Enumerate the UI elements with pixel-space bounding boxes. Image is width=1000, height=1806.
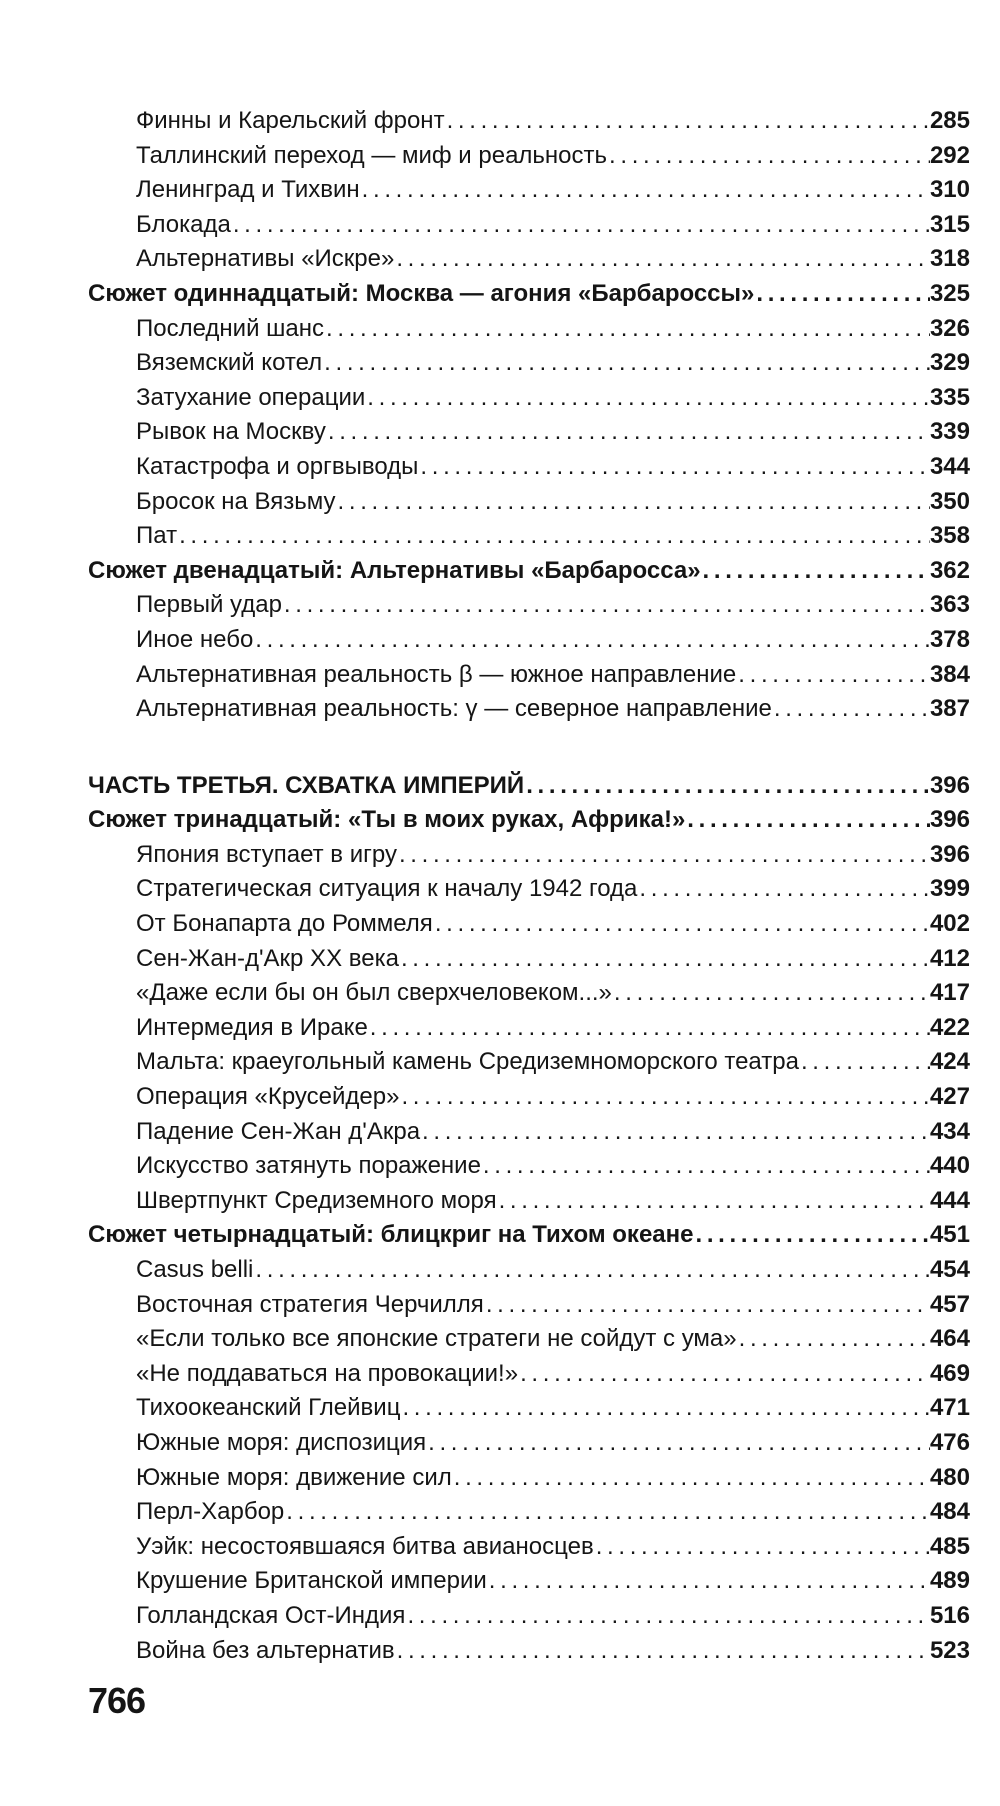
toc-entry-title: Искусство затянуть поражение [136,1152,481,1180]
toc-entry [88,519,970,554]
toc-entry [88,1322,970,1357]
toc-entry-page: 454 [929,1256,970,1283]
toc-entry-title: Уэйк: несостоявшаяся битва авианосцев [136,1532,594,1560]
toc-entry-title: Южные моря: движение сил [136,1463,452,1491]
toc-entry [88,1045,970,1080]
dot-leader [420,1115,930,1150]
toc-entry-page: 384 [929,660,970,688]
toc-entry [88,485,970,520]
dot-leader [336,485,930,520]
toc-entry-title: Перл-Харбор [136,1498,285,1526]
dot-leader [433,907,930,942]
toc-entry-page: 471 [929,1394,970,1422]
dot-leader [400,1391,930,1426]
toc-chapter-heading [88,1218,970,1253]
toc-entry-page: 325 [929,279,970,307]
toc-entry [88,1357,970,1392]
dot-leader [405,1599,930,1634]
toc-entry-title: Бросок на Вязьму [136,487,336,515]
dot-leader [594,1530,930,1565]
toc-entry-title: Япония вступает в игру [136,840,397,868]
toc-entry [88,1011,970,1046]
toc-entry [88,346,970,381]
toc-entry [88,415,970,450]
toc-chapter-heading [88,277,970,312]
toc-entry-title: Южные моря: диспозиция [136,1428,427,1456]
toc-entry-page: 387 [929,695,970,723]
toc-entry-title: ЧАСТЬ ТРЕТЬЯ. СХВАТКА ИМПЕРИЙ [88,771,525,799]
dot-leader [701,554,930,589]
toc-entry-page: 412 [929,944,970,972]
dot-leader [231,208,930,243]
toc-entry [88,942,970,977]
toc-entry-page: 318 [929,245,970,273]
toc-entry-title: От Бонапарта до Роммеля [136,910,433,938]
toc-entry-title: Блокада [136,210,231,238]
toc-entry-page: 424 [929,1048,970,1076]
toc-entry-page: 378 [929,625,970,653]
dot-leader [524,769,930,804]
dot-leader [253,1253,930,1288]
toc-entry [88,104,970,139]
toc-entry [88,312,970,347]
toc-entry-title: Сюжет тринадцатый: «Ты в моих руках, Африка!» [88,806,686,834]
dot-leader [772,692,930,727]
toc-entry-title: Стратегическая ситуация к началу 1942 года [136,875,638,903]
toc-entry-title: Швертпункт Средиземного моря [136,1186,497,1214]
toc-entry-title: Сюжет двенадцатый: Альтернативы «Барбаросса» [88,556,701,584]
toc-entry-title: Интермедия в Ираке [136,1013,368,1041]
toc-entry-page: 339 [929,418,970,446]
toc-entry [88,173,970,208]
toc-entry [88,450,970,485]
dot-leader [685,803,930,838]
dot-leader [418,450,930,485]
toc-entry-title: Альтернативы «Искре» [136,245,395,273]
toc-entry-title: Сюжет одиннадцатый: Москва — агония «Барбароссы» [88,279,755,307]
dot-leader [637,872,930,907]
toc-entry [88,1599,970,1634]
toc-entry [88,692,970,727]
dot-leader [365,381,930,416]
toc-entry-title: Крушение Британской империи [136,1567,487,1595]
toc-entry-page: 427 [929,1083,970,1111]
toc-entry-page: 285 [929,107,970,134]
dot-leader [322,346,930,381]
toc-entry-title: Первый удар [136,591,282,619]
toc-entry-page: 402 [929,910,970,938]
toc-entry-title: Вяземский котел [136,349,323,377]
dot-leader [487,1564,930,1599]
toc-entry [88,1184,970,1219]
dot-leader [607,139,930,174]
toc-entry-page: 440 [929,1152,970,1180]
toc-entry [88,588,970,623]
toc-entry-page: 396 [929,771,970,799]
dot-leader [360,173,930,208]
toc-entry-page: 516 [929,1601,970,1629]
dot-leader [736,658,930,693]
toc-entry-page: 451 [929,1221,970,1249]
toc-entry-page: 422 [929,1013,970,1041]
dot-leader [497,1184,930,1219]
toc-entry-page: 358 [929,522,970,550]
toc-entry-page: 399 [929,875,970,903]
dot-leader [799,1045,930,1080]
toc-entry [88,1495,970,1530]
toc-entry-page: 484 [929,1498,970,1526]
dot-leader [445,104,930,139]
toc-entry-page: 485 [929,1532,970,1560]
dot-leader [399,1080,929,1115]
toc-entry [88,242,970,277]
toc-entry-page: 329 [929,349,970,377]
toc-entry-title: Таллинский переход — миф и реальность [136,141,608,169]
toc-entry [88,658,970,693]
toc-entry-title: Падение Сен-Жан д'Акра [136,1117,421,1145]
toc-entry [88,623,970,658]
toc-entry-page: 457 [929,1290,970,1318]
toc-entry-page: 335 [929,383,970,411]
toc-entry-title: Восточная стратегия Черчилля [136,1290,484,1318]
toc-entry-title: Сюжет четырнадцатый: блицкриг на Тихом океане [88,1221,694,1249]
toc-entry [88,381,970,416]
toc-part-heading [88,769,970,804]
toc-entry-title: Последний шанс [136,314,325,342]
toc-entry-page: 396 [929,840,970,868]
toc-entry-page: 326 [929,314,970,342]
dot-leader [394,242,930,277]
dot-leader [426,1426,930,1461]
toc-entry-title: Война без альтернатив [136,1636,395,1664]
toc-entry-page: 344 [929,452,970,480]
toc-entry-page: 310 [929,176,970,204]
toc-entry [88,1288,970,1323]
toc-entry-title: Тихоокеанский Глейвиц [136,1394,401,1422]
toc-entry [88,1530,970,1565]
toc-entry-page: 350 [929,487,970,515]
toc-entry [88,1115,970,1150]
toc-entry-page: 476 [929,1428,970,1456]
toc-entry [88,1149,970,1184]
dot-leader [612,976,930,1011]
toc-entry [88,1634,970,1669]
toc-entry-title: Катастрофа и оргвыводы [136,452,419,480]
dot-leader [399,942,930,977]
toc-entry [88,1391,970,1426]
toc-entry-title: Альтернативная реальность: γ — северное направление [136,695,772,723]
toc-entry [88,872,970,907]
toc-entry-title: Иное небо [136,625,254,653]
toc-chapter-heading [88,554,970,589]
toc-entry-page: 434 [929,1117,970,1145]
dot-leader [737,1322,930,1357]
dot-leader [177,519,930,554]
toc-entry-page: 363 [929,591,970,619]
toc-entry [88,1253,970,1288]
toc-entry [88,976,970,1011]
toc-entry-page: 444 [929,1186,970,1214]
toc-entry-page: 417 [929,979,970,1007]
dot-leader [368,1011,930,1046]
page-number: 766 [88,1680,146,1721]
dot-leader [452,1461,930,1496]
toc-entry-title: Casus belli [136,1256,254,1283]
dot-leader [397,838,930,873]
toc-entry-title: Пат [136,522,178,550]
dot-leader [395,1634,930,1669]
toc-entry-page: 489 [929,1567,970,1595]
toc-entry-title: Альтернативная реальность β — южное направление [136,660,737,688]
dot-leader [693,1218,929,1253]
dot-leader [518,1357,930,1392]
dot-leader [481,1149,930,1184]
toc-entry [88,1080,970,1115]
toc-entry-page: 464 [929,1325,970,1353]
dot-leader [284,1495,930,1530]
toc-entry-page: 362 [929,556,970,584]
toc-entry [88,1426,970,1461]
toc-chapter-heading [88,803,970,838]
toc-entry-title: Финны и Карельский фронт [136,107,445,134]
dot-leader [253,623,930,658]
toc-entry [88,1564,970,1599]
toc-entry-page: 469 [929,1359,970,1387]
toc-entry [88,208,970,243]
toc-entry-title: Голландская Ост-Индия [136,1601,406,1629]
dot-leader [484,1288,930,1323]
toc-entry [88,1461,970,1496]
toc-entry-title: Сен-Жан-д'Акр XX века [136,944,399,972]
toc-entry-page: 396 [929,806,970,834]
dot-leader [754,277,930,312]
dot-leader [324,312,930,347]
toc-entry [88,838,970,873]
toc-entry-page: 480 [929,1463,970,1491]
toc-entry-page: 292 [929,141,970,169]
toc-entry-title: Ленинград и Тихвин [136,176,360,204]
toc-entry-title: Рывок на Москву [136,418,326,446]
toc-entry-title: Мальта: краеугольный камень Средиземноморского театра [136,1048,799,1076]
dot-leader [326,415,930,450]
toc-entry-title: «Если только все японские стратеги не сойдут с ума» [136,1325,737,1353]
toc-entry-page: 315 [929,210,970,238]
toc-entry-title: Операция «Крусейдер» [136,1083,400,1111]
toc-entry-title: «Даже если бы он был сверхчеловеком...» [136,979,612,1007]
toc-entry [88,139,970,174]
toc-entry [88,907,970,942]
toc-entry-title: Затухание операции [136,383,366,411]
toc-entry-page: 523 [929,1636,970,1664]
toc-entry-title: «Не поддаваться на провокации!» [136,1359,519,1387]
dot-leader [282,588,930,623]
table-of-contents [88,104,970,1668]
